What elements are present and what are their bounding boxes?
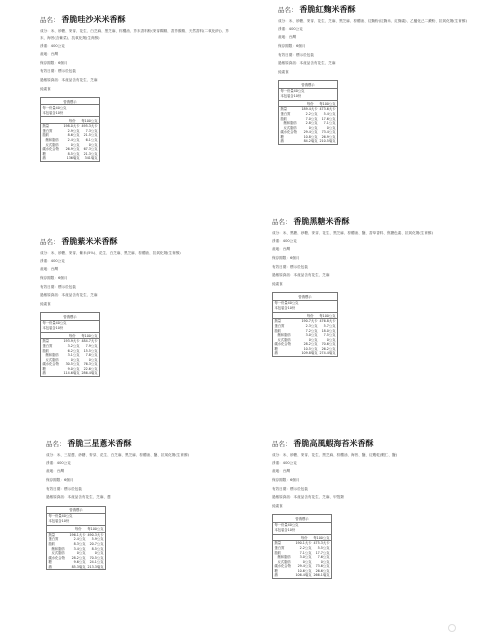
product-title [40, 236, 236, 247]
origin-text: 產地：台灣 [46, 469, 64, 474]
nutrition-heading: 營養標示 [47, 507, 105, 514]
nutrient-name: 蛋白質 [274, 545, 285, 550]
per-100g-value: 26.9公克 [321, 134, 336, 139]
per-serving-value: 2.3公克 [305, 323, 318, 328]
col-per-serving: 每份 [300, 535, 308, 540]
per-100g-value: 67.3公克 [83, 147, 98, 152]
nutrition-header-row [47, 526, 105, 533]
allergen-text: 過敏原資訊：本產品含有花生、芝麻 [278, 61, 336, 66]
col-per-serving: 每份 [74, 527, 82, 532]
net-weight-text: 淨重：400公克 [272, 460, 297, 465]
per-serving-value: 3.0公克 [299, 555, 312, 560]
per-serving-value: 10.5公克 [303, 346, 318, 351]
per-serving-value: 2.9公克 [67, 128, 80, 133]
diet-text: 純素食 [40, 301, 51, 306]
corner-circle-icon [448, 624, 456, 632]
col-per-serving: 每份 [68, 333, 76, 338]
per-100g-value: 475.3大卡 [313, 541, 330, 546]
nutrition-meta [47, 514, 105, 526]
per-serving-value: 0公克 [308, 125, 318, 130]
product-name: 香脆黑糖米香酥 [293, 217, 350, 226]
nutrition-heading: 營養標示 [273, 515, 331, 522]
shelf-life-text: 保存期限：6個月 [40, 275, 68, 280]
per-100g-value: 7.1公克 [323, 121, 336, 126]
per-serving-value: 30.5公克 [65, 362, 80, 367]
ingredients-text: 成分：米、砂糖、麥芽、紫米(5%)、花生、白芝麻、黑芝麻、棕櫚油、抗氧化劑(生育醇) [40, 251, 181, 255]
serving-size: 每一份量40公克 [280, 89, 305, 94]
per-serving-value: 9.6公克 [73, 560, 86, 565]
per-100g-value: 76.3公克 [83, 362, 98, 367]
ingredients-text: 成分：米、砂糖、麥芽、花生、芝麻、黑芝麻、棕櫚油、紅麴粉(紅麴米、紅麴素)、乙醯化己二澱粉、抗氧化劑(生育醇) [278, 19, 467, 23]
nutrient-name: 反式脂肪 [277, 337, 291, 342]
per-100g-value: 5.5公克 [317, 545, 330, 550]
servings-per-pack: 本包裝含10份 [42, 326, 64, 331]
per-100g-value: 70.6公克 [321, 342, 336, 347]
per-serving-value: 85.3毫克 [71, 564, 86, 569]
per-serving-value: 29.4公克 [303, 130, 318, 135]
nutrient-name: 鈉 [274, 351, 278, 356]
per-100g-value: 15.5公克 [83, 348, 98, 353]
nutrient-name: 蛋白質 [42, 343, 53, 348]
nutrient-name: 反式脂肪 [45, 357, 59, 362]
per-serving-value: 84.2毫克 [303, 139, 318, 144]
col-per-serving: 每份 [68, 118, 76, 123]
nutrient-name: 碳水化合物 [274, 342, 291, 347]
nutrient-name: 飽和脂肪 [45, 353, 59, 358]
expiry-text: 有效日期：標示於包裝 [40, 284, 76, 289]
nutrition-row [41, 371, 99, 376]
product-name: 香脆紫米米香酥 [61, 237, 118, 246]
nutrient-name: 反式脂肪 [277, 559, 291, 564]
shelf-life-text: 保存期限：6個月 [272, 477, 300, 482]
col-per-100g: 每100公克 [319, 313, 336, 318]
per-100g-value: 17.7公克 [315, 550, 330, 555]
diet-text: 純素食 [272, 503, 283, 508]
per-100g-value: 7.6公克 [317, 555, 330, 560]
nutrition-rows [47, 533, 105, 570]
diet-text: 純素食 [40, 86, 51, 91]
product-title [46, 438, 242, 449]
expiry-text: 有效日期：標示於包裝 [46, 486, 82, 491]
nutrient-name: 脂肪 [48, 541, 56, 546]
per-100g-value: 0公克 [326, 125, 336, 130]
product-name: 香脆紅麴米香酥 [299, 5, 356, 14]
nutrition-row [47, 565, 105, 570]
per-100g-value: 495.3大卡 [81, 124, 98, 129]
product-name-label: 品名： [272, 440, 292, 448]
nutrition-heading: 營養標示 [41, 313, 99, 320]
servings-per-pack: 本包裝含10份 [274, 528, 296, 533]
nutrition-meta [273, 523, 331, 535]
per-100g-value: 7.5公克 [323, 333, 336, 338]
product-title [278, 4, 474, 15]
nutrient-name: 熱量 [274, 541, 282, 546]
per-serving-value: 10.8公克 [303, 134, 318, 139]
per-serving-value: 190.7大卡 [301, 319, 318, 324]
col-per-serving: 每份 [306, 313, 314, 318]
net-weight-text: 淨重：400公克 [40, 43, 65, 48]
nutrient-name: 碳水化合物 [48, 555, 65, 560]
diet-text: 純素食 [272, 281, 283, 286]
nutrition-row [279, 139, 337, 144]
product-card-1 [40, 14, 236, 162]
expiry-text: 有效日期：標示於包裝 [272, 264, 308, 269]
nutrient-name: 熱量 [274, 319, 282, 324]
product-title [272, 216, 468, 227]
nutrient-name: 熱量 [280, 107, 288, 112]
nutrient-name: 熱量 [42, 124, 50, 129]
serving-size: 每一份量40公克 [42, 321, 67, 326]
per-serving-value: 7.1公克 [299, 550, 312, 555]
per-serving-value: 8.3公克 [73, 541, 86, 546]
per-serving-value: 3.1公克 [67, 353, 80, 358]
product-card-5 [46, 438, 242, 570]
col-per-serving: 每份 [306, 101, 314, 106]
nutrient-name: 鈉 [42, 156, 46, 161]
nutrition-table [272, 292, 338, 357]
per-100g-value: 70.5公克 [89, 555, 104, 560]
per-serving-value: 0公克 [70, 142, 80, 147]
ingredients-text: 成分：米、三星蔥、砂糖、麥芽、花生、白芝麻、黑芝麻、棕櫚油、鹽、抗氧化劑(生育醇) [46, 453, 189, 457]
origin-text: 產地：台灣 [272, 469, 290, 474]
per-100g-value: 210.5毫克 [319, 139, 336, 144]
nutrition-heading: 營養標示 [279, 81, 337, 88]
product-name-label: 品名： [278, 6, 298, 14]
nutrient-name: 鈉 [280, 139, 284, 144]
per-100g-value: 286.4毫克 [81, 371, 98, 376]
nutrition-rows [273, 319, 337, 356]
nutrition-table [278, 80, 338, 145]
nutrient-name: 脂肪 [274, 550, 282, 555]
nutrient-name: 反式脂肪 [45, 142, 59, 147]
per-serving-value: 28.2公克 [303, 342, 318, 347]
per-100g-value: 274.4毫克 [319, 351, 336, 356]
per-serving-value: 3.2公克 [67, 343, 80, 348]
per-serving-value: 3.0公克 [305, 333, 318, 338]
nutrient-name: 脂肪 [42, 348, 50, 353]
nutrition-rows [279, 107, 337, 144]
per-100g-value: 7.3公克 [85, 128, 98, 133]
product-name-label: 品名： [40, 16, 60, 24]
product-name: 香脆三星蔥米香酥 [67, 439, 132, 448]
per-serving-value: 2.2公克 [305, 111, 318, 116]
nutrient-name: 熱量 [48, 532, 56, 537]
per-100g-value: 73.6公克 [315, 564, 330, 569]
allergen-text: 過敏原資訊：本產品含有花生、芝麻、甲殼類 [272, 495, 344, 500]
diet-text: 純素食 [278, 69, 289, 74]
per-serving-value: 198.0大卡 [63, 124, 80, 129]
per-100g-value: 0公克 [88, 142, 98, 147]
product-name-label: 品名： [272, 218, 292, 226]
nutrition-rows [41, 124, 99, 161]
servings-per-pack: 本包裝含10份 [280, 94, 302, 99]
nutrient-name: 反式脂肪 [283, 125, 297, 130]
product-title [40, 14, 236, 25]
per-serving-value: 114.6毫克 [63, 371, 80, 376]
per-100g-value: 484.7大卡 [81, 339, 98, 344]
per-serving-value: 0公克 [302, 559, 312, 564]
per-serving-value: 190.1大卡 [295, 541, 312, 546]
product-card-6 [272, 438, 468, 579]
per-serving-value: 196.1大卡 [69, 532, 86, 537]
nutrition-heading: 營養標示 [41, 98, 99, 105]
ingredients-text: 成分：米、砂糖、麥芽、花生、白芝麻、黑芝麻、棕櫚油、芥末香料粉(麥芽糊精、香芥酸精、天然香料(二氧化矽))、芥末、海苔(含紫菜)、抗氧化劑(生育醇) [40, 29, 229, 40]
per-100g-value: 8.5公克 [91, 546, 104, 551]
nutrient-name: 蛋白質 [48, 537, 59, 542]
per-serving-value: 8.5公克 [67, 151, 80, 156]
per-100g-value: 0公克 [320, 559, 330, 564]
product-name: 香脆哇沙米米香酥 [61, 15, 126, 24]
nutrient-name: 蛋白質 [280, 111, 291, 116]
shelf-life-text: 保存期限：6個月 [272, 255, 300, 260]
per-serving-value: 2.2公克 [299, 545, 312, 550]
nutrient-name: 飽和脂肪 [283, 121, 297, 126]
nutrient-name: 碳水化合物 [42, 362, 59, 367]
nutrient-name: 碳水化合物 [42, 147, 59, 152]
per-100g-value: 18.0公克 [321, 328, 336, 333]
product-title [272, 438, 468, 449]
ingredients-text: 成分：米、黑糖、砂糖、麥芽、花生、黑芝麻、棕櫚油、鹽、香草香料、焦糖色素、抗氧化劑(生育醇) [272, 231, 433, 235]
per-100g-value: 0公克 [326, 337, 336, 342]
per-100g-value: 266.1毫克 [313, 573, 330, 578]
per-100g-value: 0公克 [88, 357, 98, 362]
serving-size: 每一份量40公克 [48, 514, 73, 519]
nutrition-heading: 營養標示 [273, 293, 337, 300]
nutrient-name: 鈉 [42, 371, 46, 376]
nutrition-row [273, 351, 337, 356]
net-weight-text: 淨重：400公克 [46, 460, 71, 465]
per-100g-value: 490.3大卡 [87, 532, 104, 537]
nutrient-name: 蛋白質 [274, 323, 285, 328]
nutrient-name: 飽和脂肪 [277, 555, 291, 560]
serving-size: 每一份量40公克 [42, 105, 67, 110]
origin-text: 產地：台灣 [40, 52, 58, 57]
allergen-text: 過敏原資訊：本產品含有花生、芝麻、蔥 [46, 495, 111, 500]
col-per-100g: 每100公克 [313, 535, 330, 540]
nutrient-name: 糖 [274, 346, 278, 351]
per-100g-value: 6.1公克 [85, 137, 98, 142]
nutrient-name: 鈉 [274, 573, 278, 578]
nutrition-table [46, 506, 106, 571]
nutrition-rows [273, 541, 331, 578]
nutrition-rows [41, 339, 99, 376]
nutrition-meta [279, 89, 337, 101]
per-100g-value: 213.3毫克 [87, 564, 104, 569]
per-serving-value: 2.4公克 [67, 137, 80, 142]
shelf-life-text: 保存期限：6個月 [278, 43, 306, 48]
nutrient-name: 碳水化合物 [274, 564, 291, 569]
per-serving-value: 6.2公克 [67, 348, 80, 353]
nutrition-table [40, 97, 100, 162]
per-100g-value: 17.6公克 [321, 116, 336, 121]
col-per-100g: 每100公克 [319, 101, 336, 106]
per-serving-value: 9.0公克 [67, 366, 80, 371]
shelf-life-text: 保存期限：6個月 [46, 477, 74, 482]
expiry-text: 有效日期：標示於包裝 [272, 486, 308, 491]
nutrient-name: 糖 [48, 560, 52, 565]
nutrient-name: 飽和脂肪 [277, 333, 291, 338]
product-card-4 [272, 216, 468, 357]
per-100g-value: 26.2公克 [321, 346, 336, 351]
per-serving-value: 0公克 [308, 337, 318, 342]
per-serving-value: 0公克 [76, 551, 86, 556]
per-100g-value: 341毫克 [84, 156, 98, 161]
allergen-text: 過敏原資訊：本產品含有花生、芝麻 [40, 77, 98, 82]
nutrition-row [273, 573, 331, 578]
expiry-text: 有效日期：標示於包裝 [40, 69, 76, 74]
nutrient-name: 脂肪 [274, 328, 282, 333]
nutrient-name: 熱量 [42, 339, 50, 344]
col-per-100g: 每100公克 [81, 333, 98, 338]
nutrition-table [272, 514, 332, 579]
product-name-label: 品名： [46, 440, 66, 448]
servings-per-pack: 本包裝含10份 [42, 110, 64, 115]
nutrition-meta [41, 321, 99, 333]
nutrient-name: 糖 [280, 134, 284, 139]
col-per-100g: 每100公克 [81, 118, 98, 123]
per-100g-value: 476.8大卡 [319, 319, 336, 324]
per-100g-value: 26.6公克 [315, 568, 330, 573]
per-100g-value: 20.7公克 [89, 541, 104, 546]
origin-text: 產地：台灣 [272, 247, 290, 252]
per-100g-value: 21.3公克 [83, 151, 98, 156]
per-100g-value: 0公克 [94, 551, 104, 556]
nutrition-row [41, 156, 99, 161]
shelf-life-text: 保存期限：6個月 [40, 60, 68, 65]
per-100g-value: 24.1公克 [89, 560, 104, 565]
per-serving-value: 106.4毫克 [295, 573, 312, 578]
nutrient-name: 糖 [42, 366, 46, 371]
per-100g-value: 473.6大卡 [319, 107, 336, 112]
net-weight-text: 淨重：400公克 [40, 258, 65, 263]
nutrient-name: 飽和脂肪 [45, 137, 59, 142]
nutrient-name: 脂肪 [280, 116, 288, 121]
nutrient-name: 碳水化合物 [280, 130, 297, 135]
serving-size: 每一份量40公克 [274, 301, 299, 306]
nutrient-name: 脂肪 [42, 133, 50, 138]
nutrient-name: 糖 [274, 568, 278, 573]
per-100g-value: 22.6公克 [83, 366, 98, 371]
per-serving-value: 7.0公克 [305, 116, 318, 121]
nutrient-name: 反式脂肪 [51, 551, 65, 556]
per-serving-value: 8.6公克 [67, 133, 80, 138]
per-100g-value: 5.7公克 [323, 323, 336, 328]
nutrient-name: 鈉 [48, 564, 52, 569]
per-100g-value: 5.9公克 [91, 537, 104, 542]
per-serving-value: 7.2公克 [305, 328, 318, 333]
per-serving-value: 193.9大卡 [63, 339, 80, 344]
per-100g-value: 21.5公克 [83, 133, 98, 138]
ingredients-text: 成分：米、砂糖、麥芽、花生、黑芝麻、棕櫚油、海苔、鹽、紅蝦乾(蝦仁、鹽) [272, 453, 397, 457]
per-serving-value: 29.4公克 [297, 564, 312, 569]
serving-size: 每一份量40公克 [274, 523, 299, 528]
product-name-label: 品名： [40, 238, 60, 246]
col-per-100g: 每100公克 [87, 527, 104, 532]
nutrient-name: 飽和脂肪 [51, 546, 65, 551]
per-serving-value: 26.9公克 [65, 147, 80, 152]
net-weight-text: 淨重：400公克 [278, 26, 303, 31]
per-100g-value: 7.8公克 [85, 353, 98, 358]
product-card-2 [278, 4, 474, 145]
per-serving-value: 2.4公克 [73, 537, 86, 542]
net-weight-text: 淨重：400公克 [272, 238, 297, 243]
nutrition-meta [273, 301, 337, 313]
nutrition-table [40, 312, 100, 377]
allergen-text: 過敏原資訊：本產品含有花生、芝麻 [272, 273, 330, 278]
per-100g-value: 73.4公克 [321, 130, 336, 135]
per-serving-value: 3.4公克 [73, 546, 86, 551]
origin-text: 產地：台灣 [278, 35, 296, 40]
per-serving-value: 28.2公克 [71, 555, 86, 560]
per-serving-value: 189.4大卡 [301, 107, 318, 112]
per-100g-value: 5.4公克 [323, 111, 336, 116]
expiry-text: 有效日期：標示於包裝 [278, 52, 314, 57]
nutrient-name: 蛋白質 [42, 128, 53, 133]
origin-text: 產地：台灣 [40, 267, 58, 272]
per-serving-value: 0公克 [70, 357, 80, 362]
per-serving-value: 10.6公克 [297, 568, 312, 573]
per-serving-value: 136毫克 [66, 156, 80, 161]
product-card-3 [40, 236, 236, 377]
nutrition-meta [41, 105, 99, 117]
product-name: 香脆高風蝦海苔米香酥 [293, 439, 374, 448]
per-serving-value: 2.8公克 [305, 121, 318, 126]
per-serving-value: 109.8毫克 [301, 351, 318, 356]
nutrient-name: 糖 [42, 151, 46, 156]
servings-per-pack: 本包裝含10份 [274, 306, 296, 311]
allergen-text: 過敏原資訊：本產品含有花生、芝麻 [40, 293, 98, 298]
servings-per-pack: 本包裝含10份 [48, 519, 70, 524]
per-100g-value: 7.9公克 [85, 343, 98, 348]
